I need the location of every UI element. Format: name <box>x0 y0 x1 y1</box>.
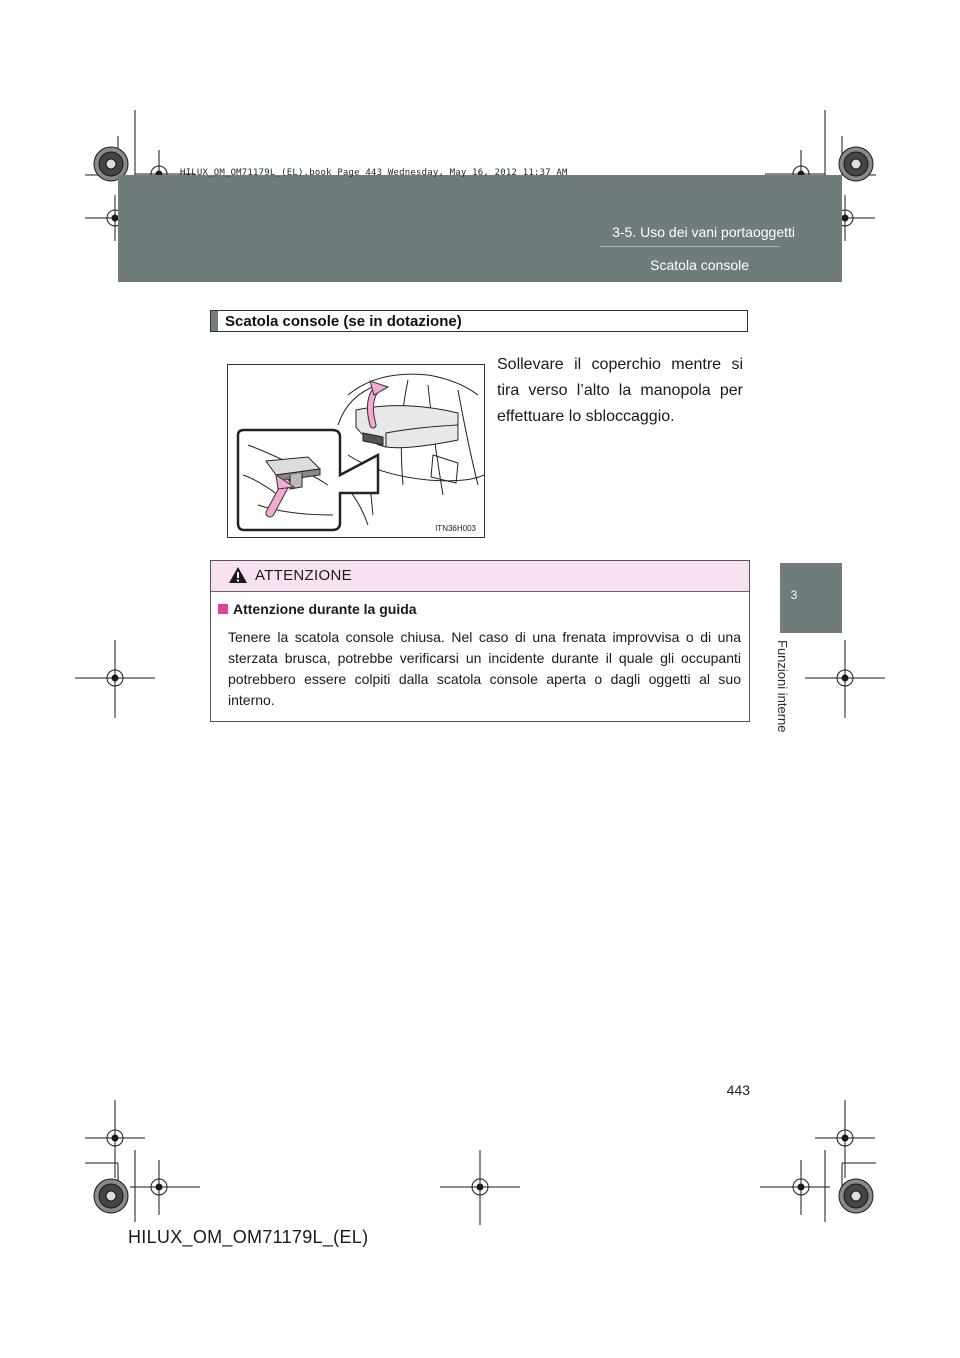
console-box-drawing <box>228 365 484 537</box>
radial-target-bottom-left <box>94 1179 128 1213</box>
section-title-bar <box>211 311 218 331</box>
page-number: 443 <box>726 1082 750 1098</box>
header-divider <box>600 246 780 247</box>
registration-target-bottom-center <box>440 1150 520 1225</box>
warning-body: Tenere la scatola console chiusa. Nel caso di una frenata improvvisa o di una sterzata brusca, potrebbe verificarsi un incidente durante il quale gli occupanti potrebbero essere colpiti dalla scatola console aperta o dagli oggetti al suo interno. <box>228 629 741 708</box>
registration-target-left-mid <box>75 640 155 718</box>
warning-item-title-text: Attenzione durante la guida <box>233 601 417 617</box>
radial-target-top-right <box>839 147 873 181</box>
radial-target-bottom-right <box>839 1179 873 1213</box>
chapter-number: 3 <box>790 588 798 602</box>
illustration-code: ITN36H003 <box>435 524 476 533</box>
section-heading: 3-5. Uso dei vani portaoggetti <box>612 224 795 240</box>
console-box-illustration <box>227 364 485 538</box>
registration-target-bottom-left <box>130 1160 200 1215</box>
bullet-square-icon <box>218 604 228 614</box>
section-title <box>210 310 748 332</box>
chapter-label <box>775 640 805 750</box>
warning-icon <box>228 566 248 584</box>
chapter-label-text: Funzioni interne <box>775 640 790 733</box>
registration-target-bottom-right <box>760 1160 830 1215</box>
warning-box <box>210 560 750 722</box>
registration-target-right-lower <box>815 1100 875 1178</box>
warning-header <box>211 561 749 592</box>
section-title-text: Scatola console (se in dotazione) <box>225 313 462 330</box>
warning-item-title <box>218 601 417 617</box>
warning-title: ATTENZIONE <box>255 567 352 584</box>
registration-target-left-lower <box>85 1100 145 1178</box>
footer-code: HILUX_OM_OM71179L_(EL) <box>128 1227 369 1247</box>
registration-target-right-mid <box>805 640 885 718</box>
instruction-text: Sollevare il coperchio mentre si tira verso l’alto la manopola per effettuare lo sbloccaggio. <box>497 356 743 425</box>
book-info: HILUX_OM_OM71179L_(EL).book Page 443 Wednesday, May 16, 2012 11:37 AM <box>180 168 568 178</box>
topic-heading: Scatola console <box>650 257 749 273</box>
